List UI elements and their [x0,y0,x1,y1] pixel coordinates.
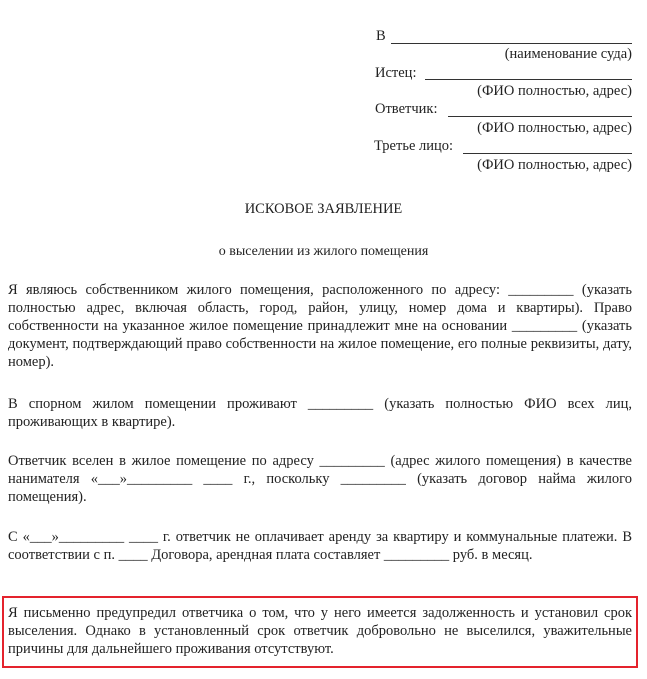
third-party-line [463,153,632,154]
paragraph-tenancy: Ответчик вселен в жилое помещение по адресу _________ (адрес жилого помещения) в качестве нанимателя «___»_________ ____ г., поскольку _________ (указать договор найма жилого помещения). [8,453,632,505]
plaintiff-label: Истец: [375,65,417,81]
third-party-label: Третье лицо: [374,138,454,154]
court-hint: (наименование суда) [504,46,632,62]
plaintiff-line [425,79,632,80]
defendant-hint: (ФИО полностью, адрес) [477,120,632,136]
paragraph-ownership: Я являюсь собственником жилого помещения, расположенного по адресу: _________ (указать полностью адрес, включая область, город, район, улицу, номер дома и квартиры). Право собственности на указанное жилое помещение принадлежит мне на основании _________ (указать документ, подтверждающий право собственности на жилое помещение, его полные реквизиты, дату, номер). [8,282,632,370]
court-prefix: В [376,28,386,44]
paragraph-warning: Я письменно предупредил ответчика о том, что у него имеется задолженность и установил срок выселения. Однако в установленный срок ответчик добровольно не выселился, уважительные причины для дальнейшего проживания отсутствуют. [8,605,632,657]
defendant-label: Ответчик: [375,101,438,117]
plaintiff-hint: (ФИО полностью, адрес) [477,83,632,99]
court-line [391,43,632,44]
document-title: ИСКОВОЕ ЗАЯВЛЕНИЕ [244,201,403,217]
defendant-line [448,116,632,117]
third-party-hint: (ФИО полностью, адрес) [477,157,632,173]
paragraph-nonpayment: С «___»_________ ____ г. ответчик не оплачивает аренду за квартиру и коммунальные платежи. В соответствии с п. ____ Договора, арендная плата составляет _________ руб. в месяц. [8,529,632,563]
paragraph-residents: В спорном жилом помещении проживают _________ (указать полностью ФИО всех лиц, проживающих в квартире). [8,396,632,430]
document-subtitle: о выселении из жилого помещения [218,244,429,259]
